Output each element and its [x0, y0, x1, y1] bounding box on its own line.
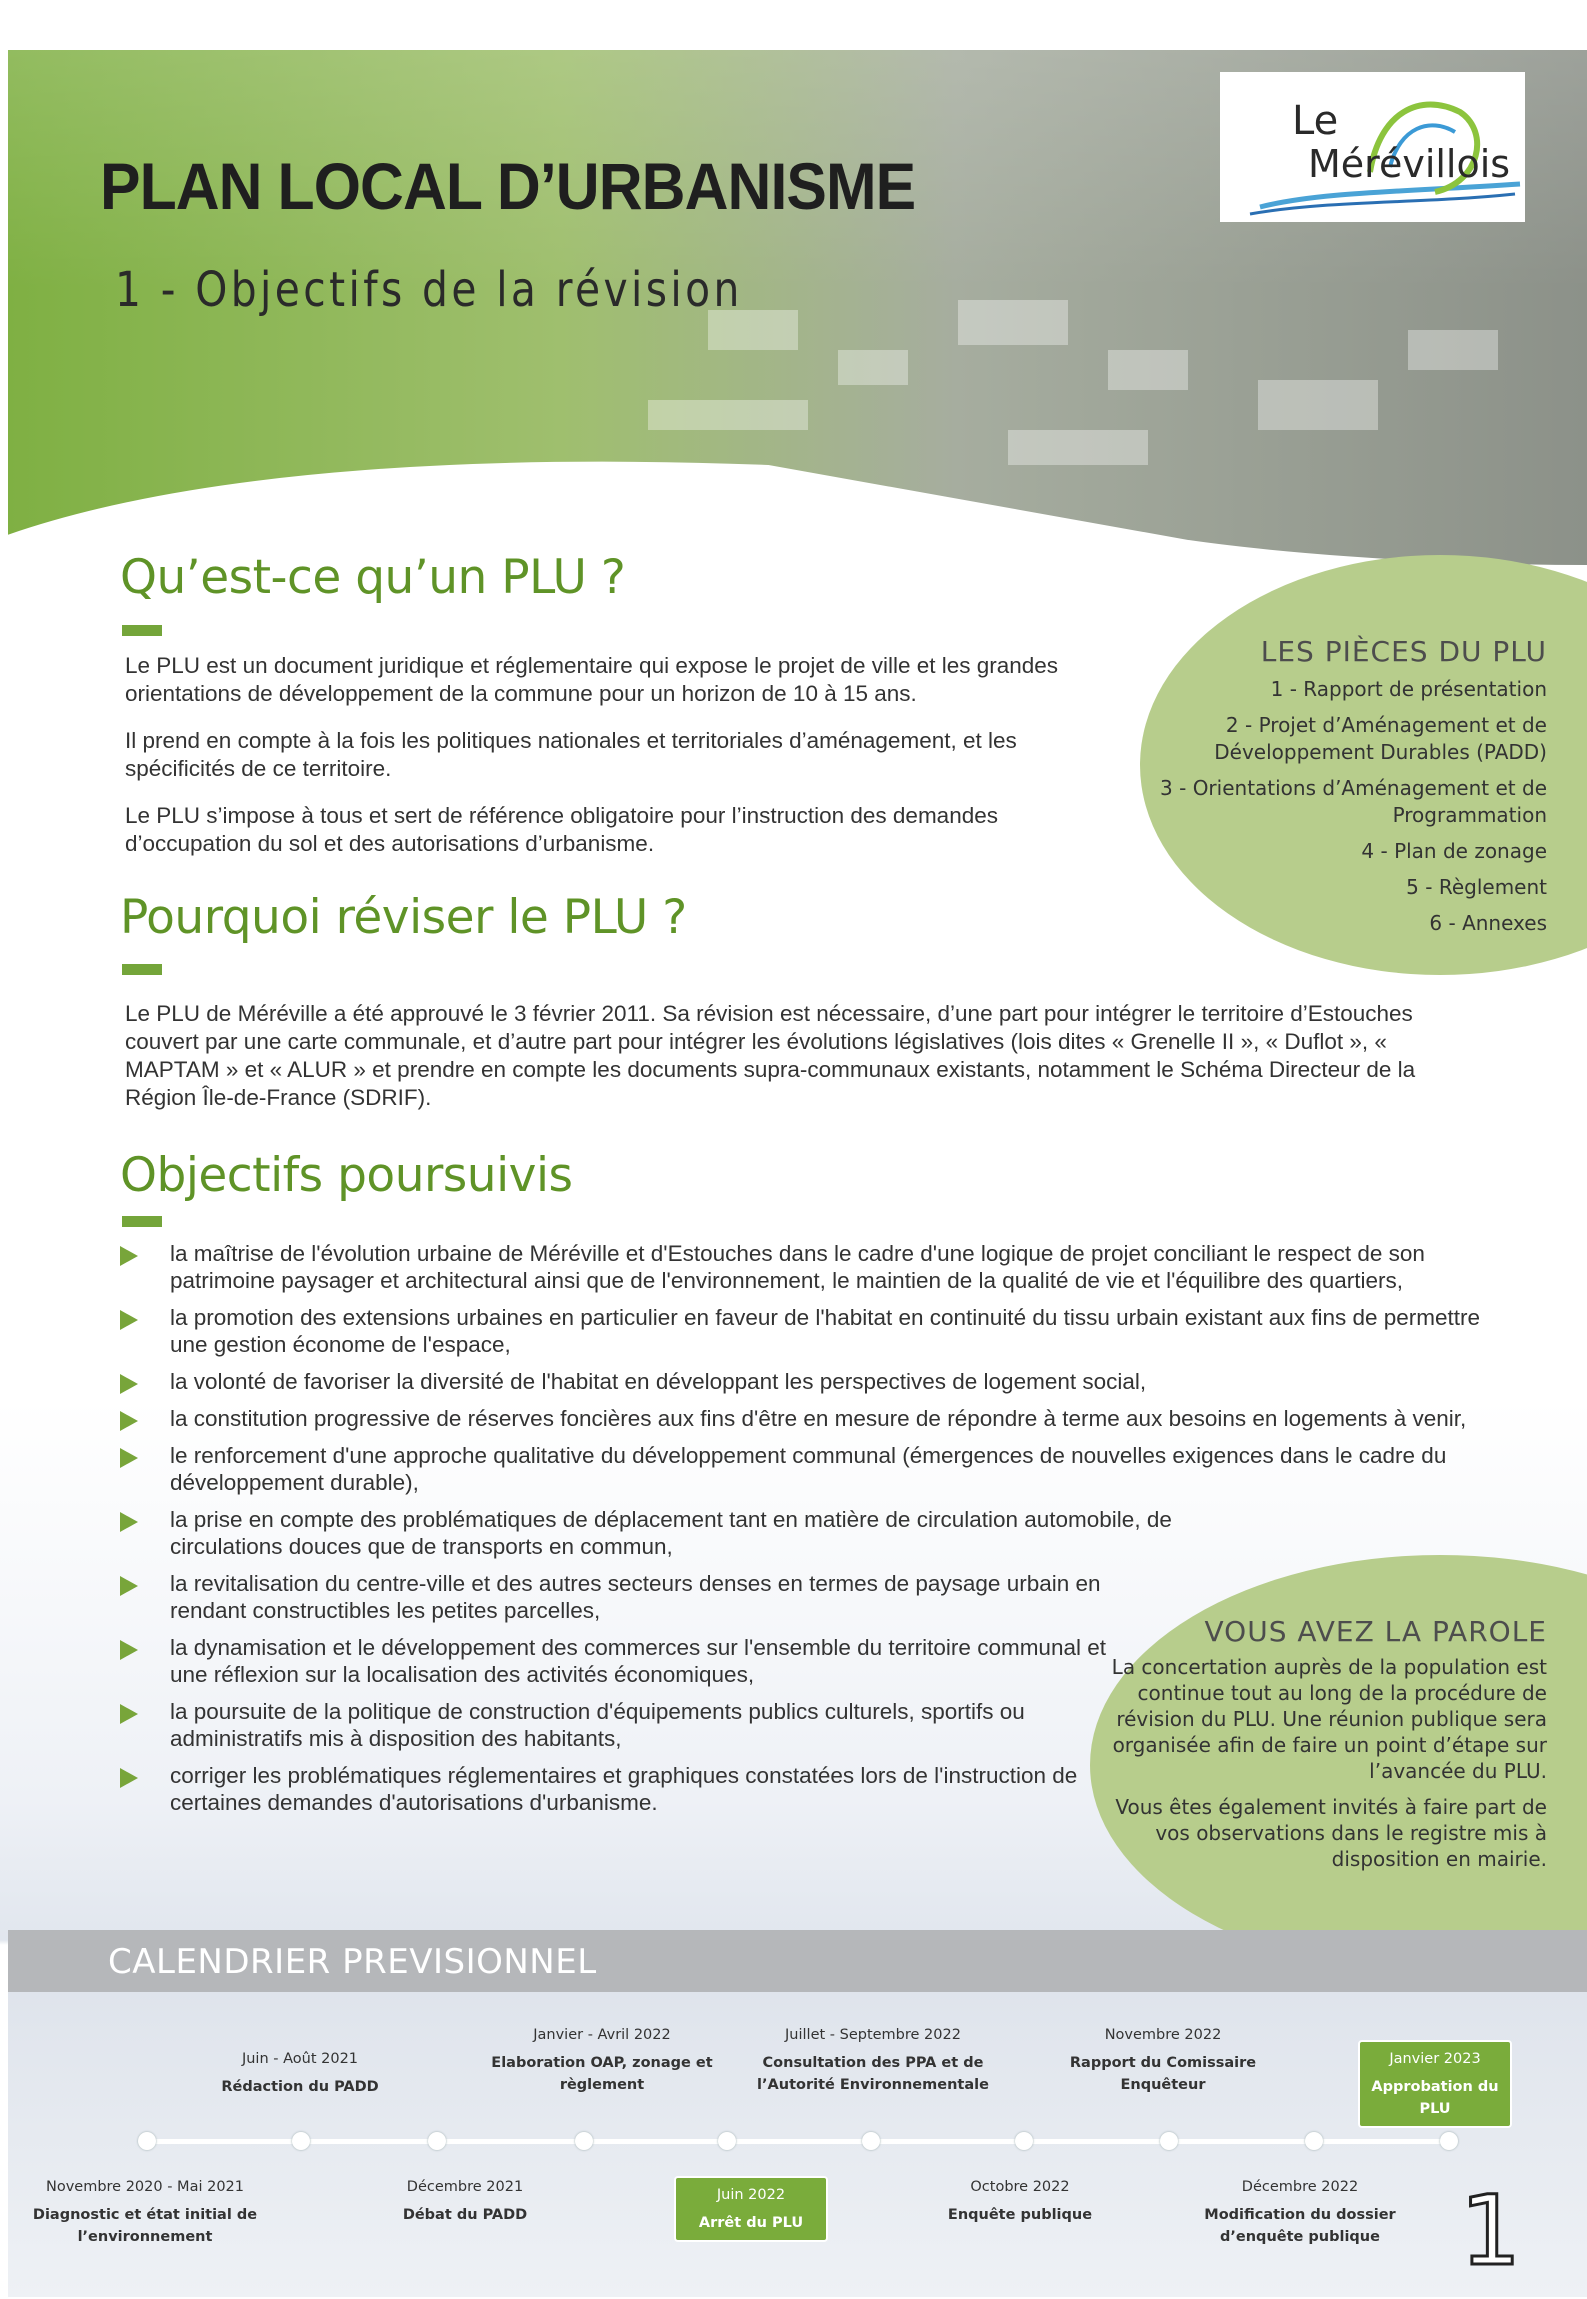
- section1-body: [125, 652, 1115, 877]
- heading-underline: [122, 964, 162, 975]
- list-item: le renforcement d'une approche qualitative du développement communal (émergences de nouvelles exigences dans le cadre du développement durable),: [120, 1442, 1490, 1496]
- paragraph: Le PLU de Méréville a été approuvé le 3 février 2011. Sa révision est nécessaire, d’une part pour intégrer le territoire d’Estouches couvert par une carte communale, et d’autre part pour intégrer les évolutions législatives (lois dites « Grenelle II », « Duflot », « MAPTAM » et « ALUR » et prendre en compte les documents supra-communaux existants, notamment le Schéma Directeur de la Région Île-de-France (SDRIF).: [125, 1001, 1416, 1110]
- list-item: la revitalisation du centre-ville et des autres secteurs denses en termes de paysage urbain en rendant constructibles les petites parcelles,: [120, 1570, 1170, 1624]
- logo-text-name: Mérévillois: [1308, 142, 1511, 186]
- timeline-dot: [575, 2132, 593, 2150]
- calendar-event-highlight: Janvier 2023 Approbation du PLU: [1358, 2040, 1512, 2128]
- arrow-bullet-icon: [120, 1310, 138, 1330]
- pieces-item: 5 - Règlement: [1406, 875, 1547, 899]
- arrow-bullet-icon: [120, 1704, 138, 1724]
- pieces-du-plu: [1107, 635, 1547, 946]
- calendar-event: Juillet - Septembre 2022 Consultation des PPA et de l’Autorité Environnementale: [757, 2027, 989, 2093]
- calendar-event: Octobre 2022 Enquête publique: [947, 2179, 1093, 2223]
- section2-body: [125, 1000, 1475, 1131]
- list-item: la prise en compte des problématiques de déplacement tant en matière de circulation automobile, de circulations douces que de transports en commun,: [120, 1506, 1210, 1560]
- logo-le-merevillois: [1220, 72, 1525, 222]
- list-item: la maîtrise de l'évolution urbaine de Méréville et d'Estouches dans le cadre d'une logique de projet conciliant le respect de son patrimoine paysager et architectural ainsi que de l'environnement, le maintien de la qualité de vie et l'équilibre des quartiers,: [120, 1240, 1490, 1294]
- timeline-dot: [1440, 2132, 1458, 2150]
- timeline-dot: [1160, 2132, 1178, 2150]
- heading-underline: [122, 625, 162, 636]
- parole-title: VOUS AVEZ LA PAROLE: [1204, 1615, 1547, 1648]
- paragraph: Le PLU est un document juridique et réglementaire qui expose le projet de ville et les grandes orientations de développement de la commune pour un horizon de 10 à 15 ans.: [125, 653, 1059, 706]
- heading-underline: [122, 1216, 162, 1227]
- arrow-bullet-icon: [120, 1374, 138, 1394]
- calendar-event: Décembre 2021 Débat du PADD: [402, 2179, 528, 2223]
- pieces-item: 2 - Projet d’Aménagement et de Développement Durables (PADD): [1214, 713, 1547, 764]
- calendar-event: Novembre 2022 Rapport du Comissaire Enquêteur: [1069, 2027, 1257, 2093]
- paragraph: La concertation auprès de la population est continue tout au long de la procédure de révision du PLU. Une réunion publique sera organisée afin de faire un point d’étape sur l’avancée du PLU.: [1111, 1655, 1547, 1783]
- timeline-dot: [718, 2132, 736, 2150]
- calendar-event: Juin - Août 2021 Rédaction du PADD: [221, 2051, 379, 2095]
- heading-quest-ce-quun-plu: Qu’est-ce qu’un PLU ?: [120, 550, 626, 605]
- timeline-dot: [428, 2132, 446, 2150]
- paragraph: Le PLU s’impose à tous et sert de référence obligatoire pour l’instruction des demandes d’occupation du sol et des autorisations d’urbanisme.: [125, 803, 998, 856]
- arrow-bullet-icon: [120, 1512, 138, 1532]
- arrow-bullet-icon: [120, 1246, 138, 1266]
- vous-avez-la-parole: [1087, 1615, 1547, 1882]
- list-item: corriger les problématiques réglementaires et graphiques constatées lors de l'instruction de certaines demandes d'autorisations d'urbanisme.: [120, 1762, 1090, 1816]
- list-item: la constitution progressive de réserves foncières aux fins d'être en mesure de répondre à terme aux besoins en logements à venir,: [120, 1405, 1490, 1432]
- heading-objectifs-poursuivis: Objectifs poursuivis: [120, 1148, 573, 1203]
- arrow-bullet-icon: [120, 1448, 138, 1468]
- calendar-event: Décembre 2022 Modification du dossier d’enquête publique: [1204, 2179, 1396, 2245]
- heading-pourquoi-reviser: Pourquoi réviser le PLU ?: [120, 890, 687, 945]
- pieces-item: 4 - Plan de zonage: [1361, 839, 1547, 863]
- list-item: la dynamisation et le développement des commerces sur l'ensemble du territoire communal et une réflexion sur la localisation des activités économiques,: [120, 1634, 1130, 1688]
- page-title: PLAN LOCAL D’URBANISME: [100, 149, 916, 223]
- arrow-bullet-icon: [120, 1576, 138, 1596]
- arrow-bullet-icon: [120, 1411, 138, 1431]
- timeline-line: [145, 2139, 1455, 2144]
- calendar-event: Janvier - Avril 2022 Elaboration OAP, zonage et règlement: [491, 2027, 713, 2093]
- pieces-item: 1 - Rapport de présentation: [1270, 677, 1547, 701]
- calendar-event-highlight: Juin 2022 Arrêt du PLU: [674, 2176, 828, 2242]
- paragraph: Il prend en compte à la fois les politiques nationales et territoriales d’aménagement, et les spécificités de ce territoire.: [125, 728, 1017, 781]
- pieces-item: 6 - Annexes: [1429, 911, 1547, 935]
- pieces-item: 3 - Orientations d’Aménagement et de Programmation: [1160, 776, 1547, 827]
- paragraph: Vous êtes également invités à faire part de vos observations dans le registre mis à disposition en mairie.: [1115, 1795, 1547, 1871]
- logo-text-le: Le: [1292, 98, 1339, 144]
- calendar-event: Novembre 2020 - Mai 2021 Diagnostic et état initial de l’environnement: [32, 2179, 258, 2245]
- list-item: la poursuite de la politique de construction d'équipements publics culturels, sportifs ou administratifs mis à disposition des habitants,: [120, 1698, 1130, 1752]
- timeline-dot: [1305, 2132, 1323, 2150]
- pieces-title: LES PIÈCES DU PLU: [1260, 635, 1547, 668]
- page-number: 1: [1460, 2175, 1522, 2287]
- arrow-bullet-icon: [120, 1768, 138, 1788]
- timeline-dot: [138, 2132, 156, 2150]
- timeline-dot: [292, 2132, 310, 2150]
- list-item: la promotion des extensions urbaines en particulier en faveur de l'habitat en continuité du tissu urbain existant aux fins de permettre une gestion économe de l'espace,: [120, 1304, 1490, 1358]
- page-subtitle: 1 - Objectifs de la révision: [115, 262, 743, 318]
- arrow-bullet-icon: [120, 1640, 138, 1660]
- list-item: la volonté de favoriser la diversité de l'habitat en développant les perspectives de logement social,: [120, 1368, 1490, 1395]
- timeline-dot: [862, 2132, 880, 2150]
- timeline-dot: [1015, 2132, 1033, 2150]
- calendar-title: CALENDRIER PREVISIONNEL: [108, 1942, 597, 1982]
